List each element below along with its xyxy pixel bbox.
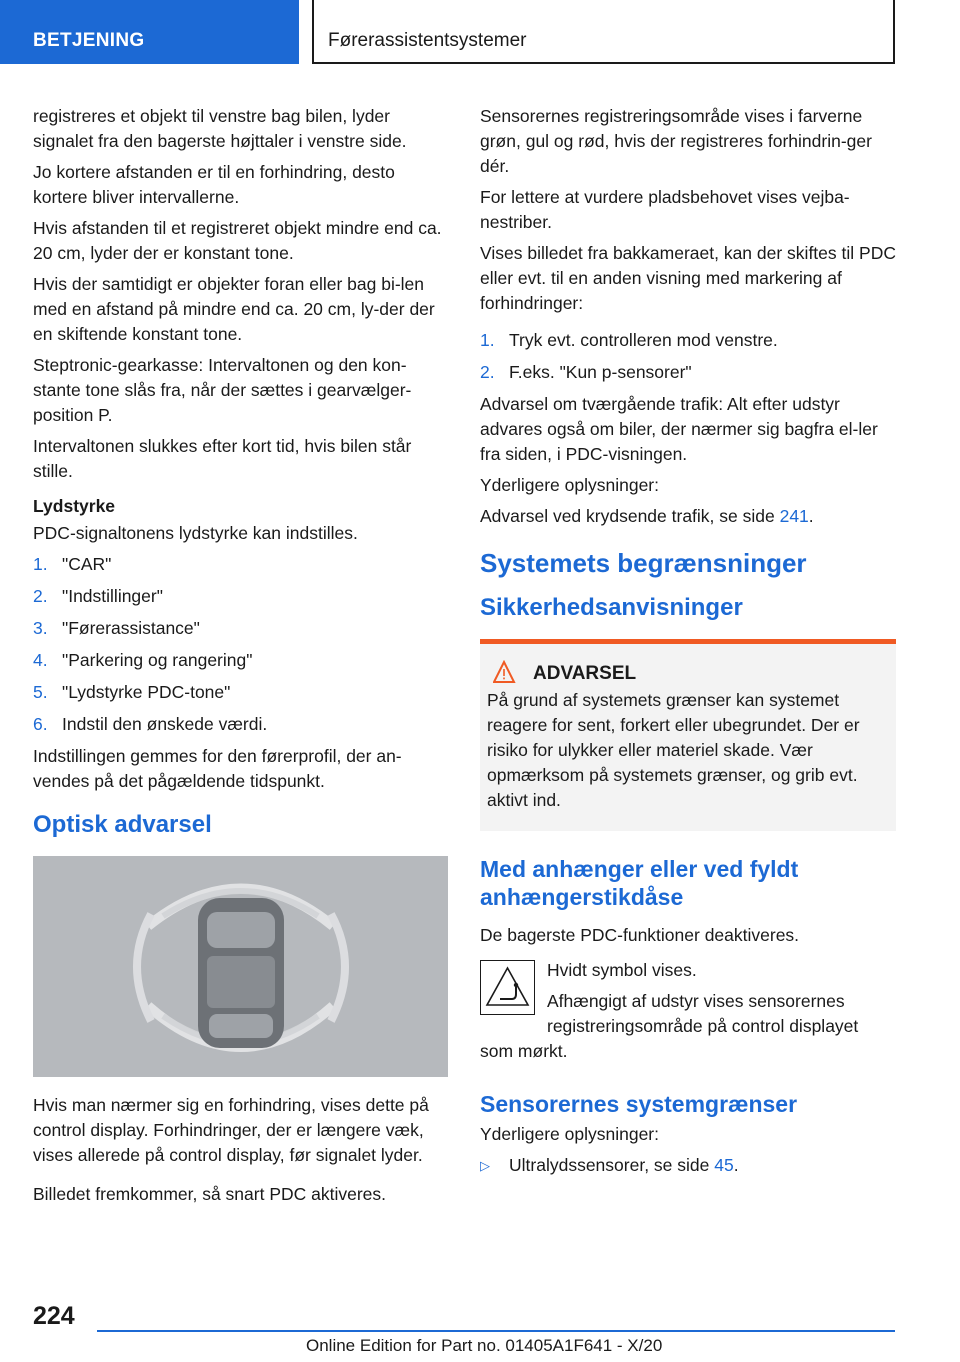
optical-warning-heading: Optisk advarsel	[33, 811, 212, 838]
paragraph: registreres et objekt til venstre bag bilen, lyder signalet fra den bagerste højttaler i venstre side.	[33, 106, 407, 151]
paragraph: De bagerste PDC-funktioner deaktiveres.	[480, 925, 800, 945]
section-label: BETJENING	[33, 30, 145, 51]
paragraph: Yderligere oplysninger:	[480, 1124, 659, 1144]
step-text: "CAR"	[62, 554, 112, 574]
limits-heading: Systemets begrænsninger	[480, 548, 807, 578]
paragraph: Steptronic-gearkasse: Intervaltonen og den kon-stante tone slås fra, når der sættes i gearvælger-position P.	[33, 355, 412, 425]
paragraph: Indstillingen gemmes for den førerprofil, der an-vendes på det pågældende tidspunkt.	[33, 746, 402, 791]
paragraph: Yderligere oplysninger:	[480, 475, 659, 495]
list-item	[33, 680, 448, 705]
pdc-illustration	[33, 856, 448, 1077]
chapter-tab	[312, 0, 895, 64]
car-sensor-icon	[33, 856, 448, 1077]
list-item	[33, 616, 448, 641]
warning-text: På grund af systemets grænser kan systemet reagere for sent, forkert eller ubegrundet. Der er risiko for ulykker eller materiel skade. Vær opmærksom på systemets grænser, og grib evt. aktivt ind.	[487, 690, 860, 810]
step-number: 2.	[33, 586, 48, 606]
list-item	[33, 648, 448, 673]
step-text: "Lydstyrke PDC-tone"	[62, 682, 231, 702]
step-text: Indstil den ønskede værdi.	[62, 714, 268, 734]
step-number: 6.	[33, 714, 48, 734]
trailer-symbol-row	[480, 954, 896, 1039]
list-item	[480, 1153, 896, 1178]
link-prefix: Ultralydssensorer, se side	[509, 1155, 715, 1175]
safety-heading: Sikkerhedsanvisninger	[480, 594, 743, 621]
paragraph	[480, 504, 896, 529]
warning-title: ADVARSEL	[533, 662, 637, 684]
step-number: 2.	[480, 362, 495, 382]
paragraph: Hvidt symbol vises.	[547, 960, 697, 980]
volume-heading: Lydstyrke	[33, 496, 116, 516]
step-number: 1.	[480, 330, 495, 350]
trailer-heading: Med anhænger eller ved fyldt anhængerstikdåse	[480, 856, 799, 910]
paragraph: som mørkt.	[480, 1041, 568, 1061]
volume-steps	[33, 552, 448, 737]
trailer-warning-icon	[481, 961, 534, 1014]
step-number: 4.	[33, 650, 48, 670]
right-column	[480, 104, 896, 1178]
page-link-241[interactable]: 241	[779, 506, 809, 526]
step-number: 5.	[33, 682, 48, 702]
sensor-limits-heading: Sensorernes systemgrænser	[480, 1091, 798, 1117]
paragraph: Jo kortere afstanden er til en forhindring, desto kortere bliver intervallerne.	[33, 162, 395, 207]
trailer-symbol-text	[547, 954, 896, 1039]
paragraph: Afhængigt af udstyr vises sensorernes registreringsområde på control displayet	[547, 991, 859, 1036]
paragraph: Hvis der samtidigt er objekter foran eller bag bi-len med en afstand på mindre end ca. 20 cm, ly-der der en skiftende konstant tone.	[33, 274, 435, 344]
step-text: F.eks. "Kun p-sensorer"	[509, 362, 692, 382]
step-text: "Indstillinger"	[62, 586, 163, 606]
step-number: 3.	[33, 618, 48, 638]
edition-text: Online Edition for Part no. 01405A1F641 - X/20	[306, 1336, 663, 1355]
list-item	[480, 360, 896, 385]
bullet-triangle-icon: ▷	[480, 1158, 490, 1173]
paragraph: Intervaltonen slukkes efter kort tid, hvis bilen står stille.	[33, 436, 412, 481]
paragraph: Vises billedet fra bakkameraet, kan der skiftes til PDC eller evt. til en anden visning med markering af forhindringer:	[480, 243, 896, 313]
footer-divider	[97, 1330, 895, 1332]
section-tab	[0, 0, 299, 64]
list-item	[33, 584, 448, 609]
paragraph: PDC-signaltonens lydstyrke kan indstilles.	[33, 523, 358, 543]
list-item	[33, 552, 448, 577]
step-text: "Førerassistance"	[62, 618, 200, 638]
warning-box	[480, 639, 896, 831]
step-number: 1.	[33, 554, 48, 574]
paragraph: Billedet fremkommer, så snart PDC aktiveres.	[33, 1184, 387, 1204]
left-column	[33, 104, 448, 1213]
trailer-symbol	[480, 960, 535, 1015]
page-number: 224	[33, 1302, 75, 1330]
step-text: Tryk evt. controlleren mod venstre.	[509, 330, 778, 350]
page-link-45[interactable]: 45	[714, 1155, 734, 1175]
warning-header	[487, 660, 884, 686]
paragraph: Sensorernes registreringsområde vises i farverne grøn, gul og rød, hvis der registreres forhindrin-ger dér.	[480, 106, 872, 176]
chapter-label: Førerassistentsystemer	[328, 30, 527, 51]
bullet-text	[509, 1153, 739, 1178]
warning-triangle-icon	[493, 660, 533, 686]
list-item	[480, 328, 896, 353]
step-text: "Parkering og rangering"	[62, 650, 253, 670]
link-prefix: Advarsel ved krydsende trafik, se side	[480, 506, 780, 526]
view-steps	[480, 328, 896, 385]
paragraph: Advarsel om tværgående trafik: Alt efter udstyr advares også om biler, der nærmer sig bagfra el-ler fra siden, i PDC-visningen.	[480, 394, 878, 464]
list-item	[33, 712, 448, 737]
link-suffix: .	[808, 506, 814, 526]
paragraph: Hvis man nærmer sig en forhindring, vises dette på control display. Forhindringer, der er længere væk, vises allerede på control display, før signalet lyder.	[33, 1095, 429, 1165]
link-suffix: .	[733, 1155, 739, 1175]
paragraph: Hvis afstanden til et registreret objekt mindre end ca. 20 cm, lyder der er konstant tone.	[33, 218, 442, 263]
paragraph: For lettere at vurdere pladsbehovet vises vejba-nestriber.	[480, 187, 850, 232]
